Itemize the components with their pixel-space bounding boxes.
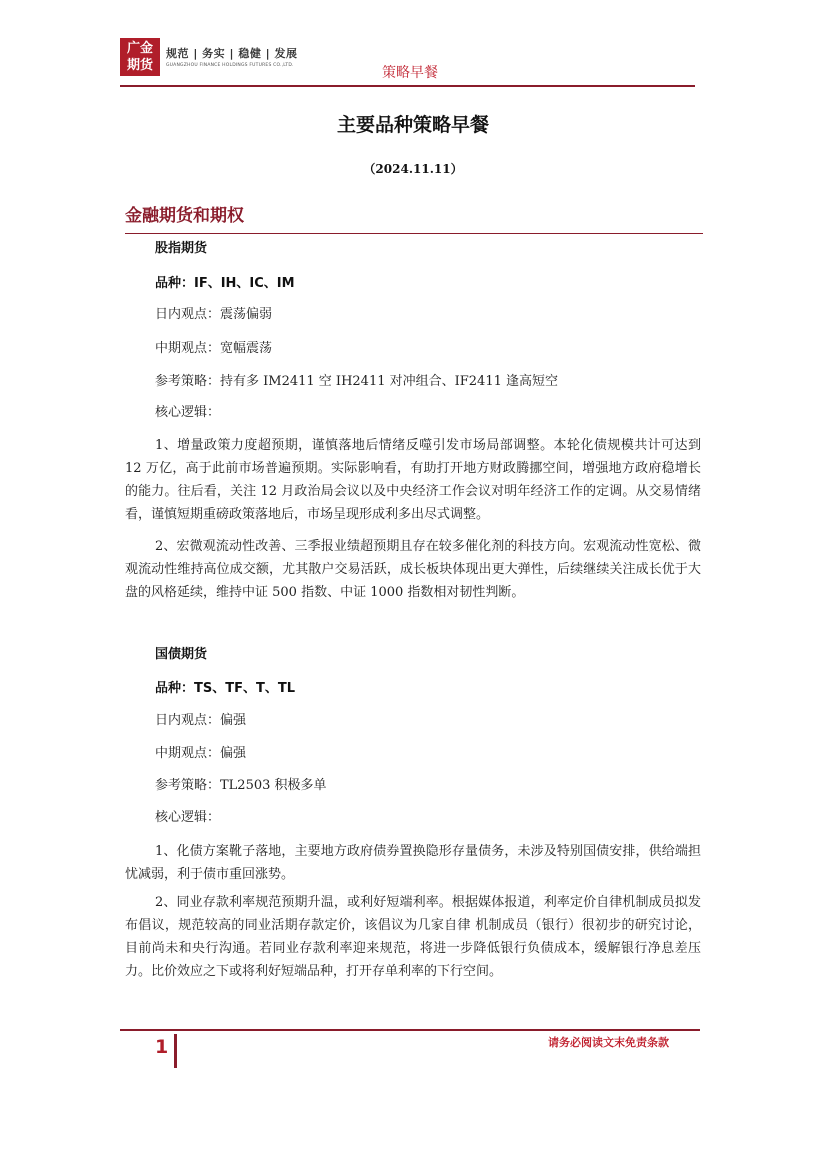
company-slogan: 规范 | 务实 | 稳健 | 发展 xyxy=(166,47,298,60)
stock-index-logic-1-text: 1、增量政策力度超预期，谨慎落地后情绪反噬引发市场局部调整。本轮化债规模共计可达到 12 万亿，高于此前市场普遍预期。实际影响看，有助打开地方财政腾挪空间，增强地方政府稳增长的能力。往后看，关注 12 月政治局会议以及中央经济工作会议对明年经济工作的定调。从交易情绪看，谨慎短期重磅政策落地后，市场呈现形成利多出尽式调整。 xyxy=(125,438,701,522)
stock-index-logic-2-text: 2、宏微观流动性改善、三季报业绩超预期且存在较多催化剂的科技方向。宏观流动性宽松、微观流动性维持高位成交额，尤其散户交易活跃，成长板块体现出更大弹性，后续继续关注成长优于大盘的风格延续，维持中证 500 指数、中证 1000 指数相对韧性判断。 xyxy=(125,539,701,600)
stock-index-midterm-view: 中期观点：宽幅震荡 xyxy=(155,341,273,356)
footer-vertical-bar xyxy=(174,1034,177,1068)
stock-index-logic-label: 核心逻辑： xyxy=(155,405,221,420)
treasury-logic-1-text: 1、化债方案靴子落地，主要地方政府债券置换隐形存量债务，未涉及特别国债安排，供给端担忧减弱，利于债市重回涨势。 xyxy=(125,844,701,882)
stock-index-logic-2 xyxy=(125,535,701,604)
treasury-strategy: 参考策略：TL2503 积极多单 xyxy=(155,778,327,793)
stock-index-strategy: 参考策略：持有多 IM2411 空 IH2411 对冲组合、IF2411 逢高短空 xyxy=(155,374,558,389)
treasury-logic-2 xyxy=(125,891,701,983)
page-number: 1 xyxy=(155,1036,169,1058)
treasury-logic-2-text: 2、同业存款利率规范预期升温，或利好短端利率。根据媒体报道，利率定价自律机制成员拟发布倡议，规范较高的同业活期存款定价，该倡议为几家自律 机制成员（银行）很初步的研究讨论，目前尚未和央行沟通。若同业存款利率迎来规范，将进一步降低银行负债成本，缓解银行净息差压力。比价效应之下或将利好短端品种，打开存单利率的下行空间。 xyxy=(125,895,701,979)
stock-index-variety: 品种：IF、IH、IC、IM xyxy=(155,276,295,291)
stock-index-logic-1 xyxy=(125,434,701,526)
section-heading: 金融期货和期权 xyxy=(125,206,244,226)
report-type-label: 策略早餐 xyxy=(382,65,438,81)
treasury-midterm-view: 中期观点：偏强 xyxy=(155,746,247,761)
stock-index-intraday-view: 日内观点：震荡偏弱 xyxy=(155,307,273,322)
treasury-logic-1 xyxy=(125,840,701,886)
treasury-heading: 国债期货 xyxy=(155,647,208,662)
logo-text-bottom: 期货 xyxy=(126,58,153,73)
document-date: （2024.11.11） xyxy=(363,162,463,176)
logo-text-top: 广金 xyxy=(126,41,153,56)
page-header xyxy=(120,38,700,98)
treasury-variety: 品种：TS、TF、T、TL xyxy=(155,681,295,696)
disclaimer-link[interactable]: 请务必阅读文末免责条款 xyxy=(548,1036,669,1049)
section-divider xyxy=(125,233,703,234)
footer-divider xyxy=(120,1029,700,1031)
company-english-name: GUANGZHOU FINANCE HOLDINGS FUTURES CO.,LTD. xyxy=(166,63,294,68)
treasury-logic-label: 核心逻辑： xyxy=(155,810,221,825)
stock-index-heading: 股指期货 xyxy=(155,241,208,256)
header-divider xyxy=(120,85,695,87)
treasury-intraday-view: 日内观点：偏强 xyxy=(155,713,247,728)
company-logo xyxy=(120,38,160,76)
document-title: 主要品种策略早餐 xyxy=(336,114,489,136)
